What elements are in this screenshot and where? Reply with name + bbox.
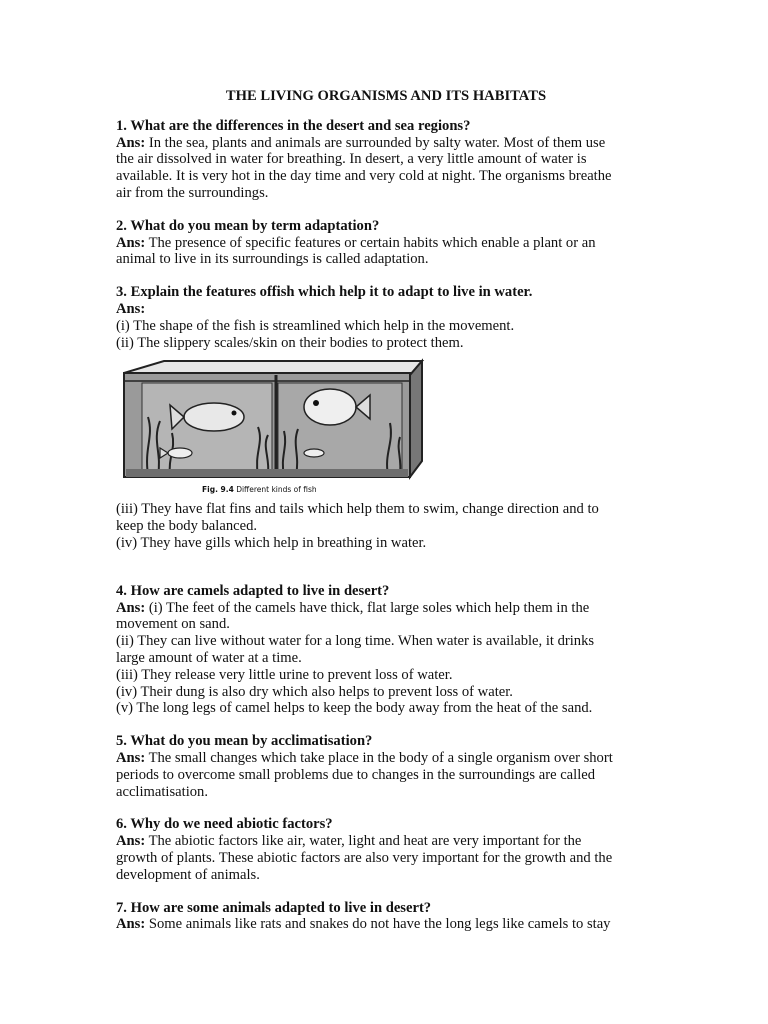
question-block-7 — [116, 900, 656, 934]
spacer — [116, 552, 656, 583]
question-heading: 6. Why do we need abiotic factors? — [116, 816, 333, 833]
question-heading: 4. How are camels adapted to live in desert? — [116, 582, 390, 599]
answer-text: In the sea, plants and animals are surrounded by salty water. Most of them use — [145, 134, 606, 151]
question-heading: 3. Explain the features offish which help it to adapt to live in water. — [116, 284, 533, 301]
question-block-5 — [116, 733, 656, 800]
answer-line: (ii) They can live without water for a long time. When water is available, it drinks — [116, 633, 595, 650]
question-heading: 5. What do you mean by acclimatisation? — [116, 733, 373, 750]
answer-text: The presence of specific features or certain habits which enable a plant or an — [145, 234, 596, 251]
question-block-4 — [116, 583, 656, 717]
answer-line: large amount of water at a time. — [116, 649, 302, 666]
answer-line — [116, 833, 656, 850]
answer-label: Ans: — [116, 300, 146, 317]
figure-caption — [202, 485, 317, 494]
answer-line: (v) The long legs of camel helps to keep the body away from the heat of the sand. — [116, 700, 593, 717]
answer-label: Ans: — [116, 749, 146, 766]
answer-label: Ans: — [116, 234, 146, 251]
answer-line: the air dissolved in water for breathing. In desert, a very little amount of water is — [116, 151, 587, 168]
answer-line: animal to live in its surroundings is called adaptation. — [116, 251, 429, 268]
answer-text: The abiotic factors like air, water, light and heat are very important for the — [145, 833, 582, 850]
answer-label-line — [116, 301, 656, 318]
answer-line: movement on sand. — [116, 616, 230, 633]
figure-label: Fig. 9.4 — [202, 485, 234, 495]
figure-caption-text: Different kinds of fish — [236, 485, 317, 495]
answer-line: growth of plants. These abiotic factors are also very important for the growth and the — [116, 849, 613, 866]
answer-label: Ans: — [116, 134, 146, 151]
answer-line: development of animals. — [116, 866, 260, 883]
question-block-3 — [116, 284, 656, 552]
answer-line — [116, 750, 656, 767]
fish-tank-figure — [118, 357, 430, 497]
answer-label: Ans: — [116, 599, 146, 616]
answer-line: (iv) Their dung is also dry which also helps to prevent loss of water. — [116, 683, 513, 700]
answer-line: available. It is very hot in the day time and very cold at night. The organisms breathe — [116, 168, 612, 185]
answer-text: Some animals like rats and snakes do not have the long legs like camels to stay — [145, 916, 611, 933]
question-heading: 2. What do you mean by term adaptation? — [116, 217, 380, 234]
answer-text: The small changes which take place in the body of a single organism over short — [145, 749, 613, 766]
aquarium-illustration — [118, 357, 430, 485]
question-block-2 — [116, 218, 656, 268]
answer-line: keep the body balanced. — [116, 518, 258, 535]
question-heading: 1. What are the differences in the desert and sea regions? — [116, 117, 471, 134]
document-page — [116, 88, 656, 949]
answer-line: (ii) The slippery scales/skin on their bodies to protect them. — [116, 334, 464, 351]
answer-line — [116, 916, 656, 933]
answer-line: (i) The shape of the fish is streamlined which help in the movement. — [116, 317, 515, 334]
answer-line: periods to overcome small problems due to changes in the surroundings are called — [116, 766, 596, 783]
answer-text: (i) The feet of the camels have thick, flat large soles which help them in the — [145, 599, 590, 616]
answer-label: Ans: — [116, 916, 146, 933]
answer-line: acclimatisation. — [116, 783, 208, 800]
answer-line — [116, 135, 656, 152]
answer-line: air from the surroundings. — [116, 184, 269, 201]
answer-label: Ans: — [116, 833, 146, 850]
answer-line — [116, 600, 656, 617]
answer-line — [116, 235, 656, 252]
answer-line: (iii) They have flat fins and tails which help them to swim, change direction and to — [116, 501, 599, 518]
answer-line: (iv) They have gills which help in breathing in water. — [116, 534, 427, 551]
question-heading: 7. How are some animals adapted to live in desert? — [116, 899, 432, 916]
question-block-6 — [116, 816, 656, 883]
question-block-1 — [116, 118, 656, 202]
answer-line: (iii) They release very little urine to prevent loss of water. — [116, 666, 453, 683]
page-title: THE LIVING ORGANISMS AND ITS HABITATS — [225, 88, 547, 104]
